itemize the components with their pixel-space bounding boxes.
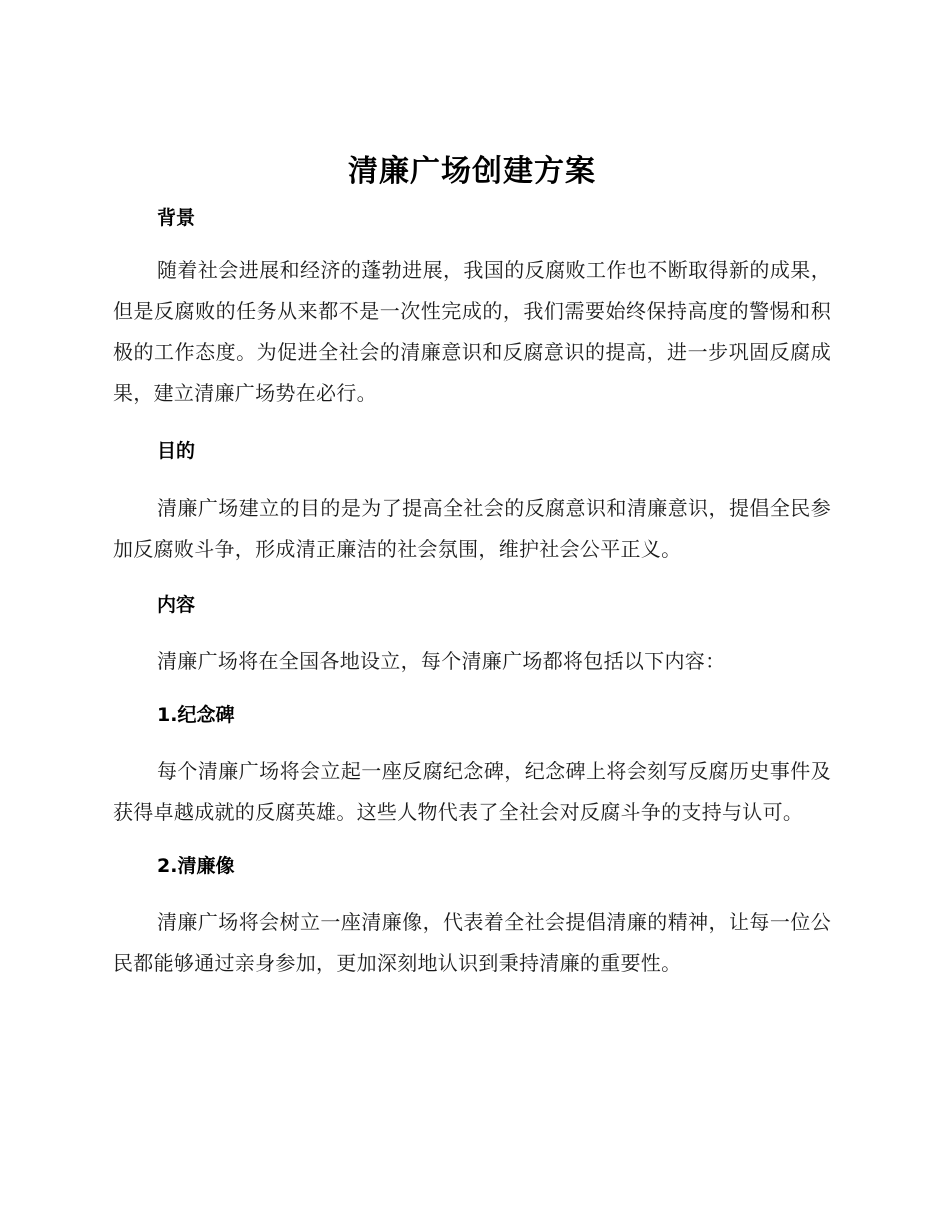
subsection-text-statue: 清廉广场将会树立一座清廉像，代表着全社会提倡清廉的精神，让每一位公民都能够通过亲身参加，更加深刻地认识到秉持清廉的重要性。 xyxy=(113,910,831,975)
section-heading-background: 背景 xyxy=(157,207,196,229)
section-text-content: 清廉广场将在全国各地设立，每个清廉广场都将包括以下内容： xyxy=(157,649,726,673)
section-text-background: 随着社会进展和经济的蓬勃进展，我国的反腐败工作也不断取得新的成果，但是反腐败的任务从来都不是一次性完成的，我们需要始终保持高度的警惕和积极的工作态度。为促进全社会的清廉意识和反腐意识的提高，进一步巩固反腐成果，建立清廉广场势在必行。 xyxy=(113,258,831,405)
subsection-text-monument: 每个清廉广场将会立起一座反腐纪念碑，纪念碑上将会刻写反腐历史事件及获得卓越成就的反腐英雄。这些人物代表了全社会对反腐斗争的支持与认可。 xyxy=(113,759,831,824)
document-title: 清廉广场创建方案 xyxy=(348,154,596,189)
section-heading-purpose: 目的 xyxy=(157,440,196,462)
document-body xyxy=(113,150,831,984)
subsection-heading-statue: 2.清廉像 xyxy=(157,855,235,877)
section-heading-content: 内容 xyxy=(157,594,196,616)
subsection-heading-monument: 1.纪念碑 xyxy=(157,704,235,726)
section-text-purpose: 清廉广场建立的目的是为了提高全社会的反腐意识和清廉意识，提倡全民参加反腐败斗争，形成清正廉洁的社会氛围，维护社会公平正义。 xyxy=(113,496,831,561)
